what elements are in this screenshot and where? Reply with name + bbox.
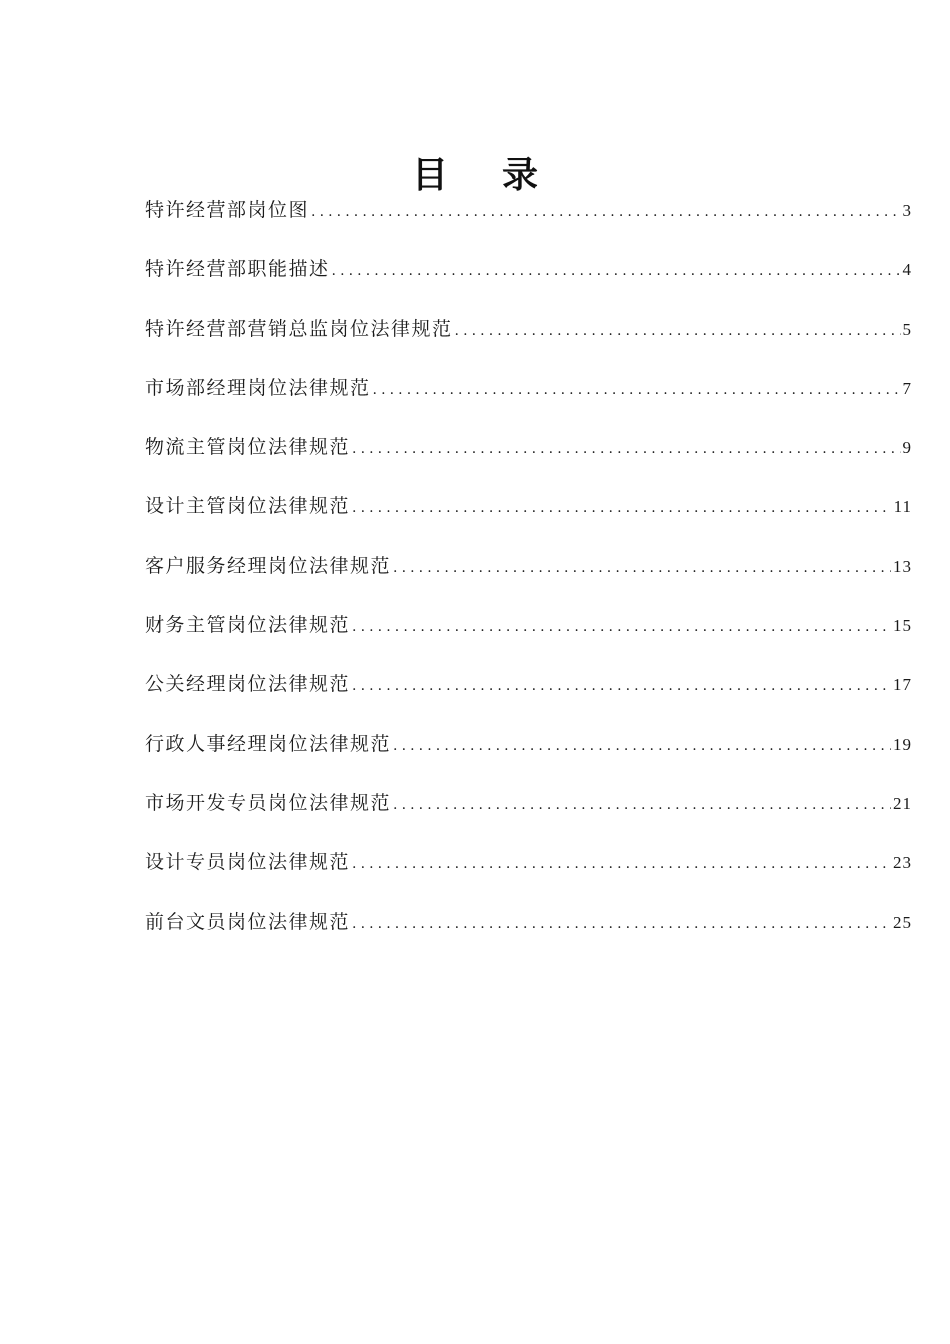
toc-entry[interactable] [145, 847, 912, 906]
toc-entry-label: 特许经营部营销总监岗位法律规范 [145, 317, 453, 340]
toc-entry-label: 特许经营部岗位图 [145, 199, 310, 221]
toc-entry-page: 5 [902, 319, 912, 339]
toc-entry[interactable] [145, 729, 912, 788]
toc-entry-label: 市场开发专员岗位法律规范 [145, 791, 392, 814]
toc-entry-label: 财务主管岗位法律规范 [145, 614, 351, 637]
toc-entry-page: 4 [902, 260, 912, 280]
toc-entry-page: 3 [902, 201, 912, 220]
toc-entry-label: 物流主管岗位法律规范 [145, 436, 351, 459]
toc-entry-label: 特许经营部职能描述 [145, 258, 330, 281]
toc-entry[interactable] [145, 610, 912, 669]
toc-entry[interactable] [145, 254, 912, 313]
dot-leader [352, 493, 892, 523]
toc-entry[interactable] [145, 788, 912, 847]
toc-entry-page: 9 [902, 438, 912, 458]
toc-entry-page: 7 [902, 378, 912, 398]
toc-entry-label: 前台文员岗位法律规范 [145, 910, 351, 933]
toc-entry-page: 17 [893, 675, 912, 695]
dot-leader [311, 197, 900, 227]
dot-leader [352, 909, 891, 939]
toc-entry-label: 市场部经理岗位法律规范 [145, 376, 371, 399]
toc-list [145, 195, 912, 966]
toc-entry-label: 设计主管岗位法律规范 [145, 495, 351, 518]
toc-entry[interactable] [145, 907, 912, 966]
dot-leader [352, 671, 891, 701]
toc-title: 目录 [411, 154, 592, 197]
dot-leader [393, 790, 891, 820]
toc-entry-label: 客户服务经理岗位法律规范 [145, 554, 392, 577]
toc-entry-label: 设计专员岗位法律规范 [145, 851, 351, 874]
toc-entry-page: 21 [893, 793, 912, 813]
toc-entry-page: 25 [893, 912, 912, 932]
dot-leader [373, 375, 901, 405]
toc-entry-page: 23 [893, 853, 912, 873]
toc-entry-page: 19 [893, 734, 912, 754]
toc-entry[interactable] [145, 491, 912, 550]
toc-entry[interactable] [145, 195, 912, 254]
toc-entry-page: 15 [893, 616, 912, 636]
toc-entry-page: 11 [893, 497, 912, 517]
toc-entry[interactable] [145, 551, 912, 610]
toc-entry[interactable] [145, 669, 912, 728]
toc-entry-label: 行政人事经理岗位法律规范 [145, 732, 392, 755]
dot-leader [393, 731, 891, 761]
dot-leader [455, 316, 901, 346]
toc-entry[interactable] [145, 373, 912, 432]
toc-entry[interactable] [145, 432, 912, 491]
toc-entry-label: 公关经理岗位法律规范 [145, 673, 351, 696]
dot-leader [393, 553, 891, 583]
dot-leader [332, 256, 901, 286]
toc-entry[interactable] [145, 314, 912, 373]
toc-entry-page: 13 [893, 556, 912, 576]
dot-leader [352, 849, 891, 879]
dot-leader [352, 434, 900, 464]
dot-leader [352, 612, 891, 642]
